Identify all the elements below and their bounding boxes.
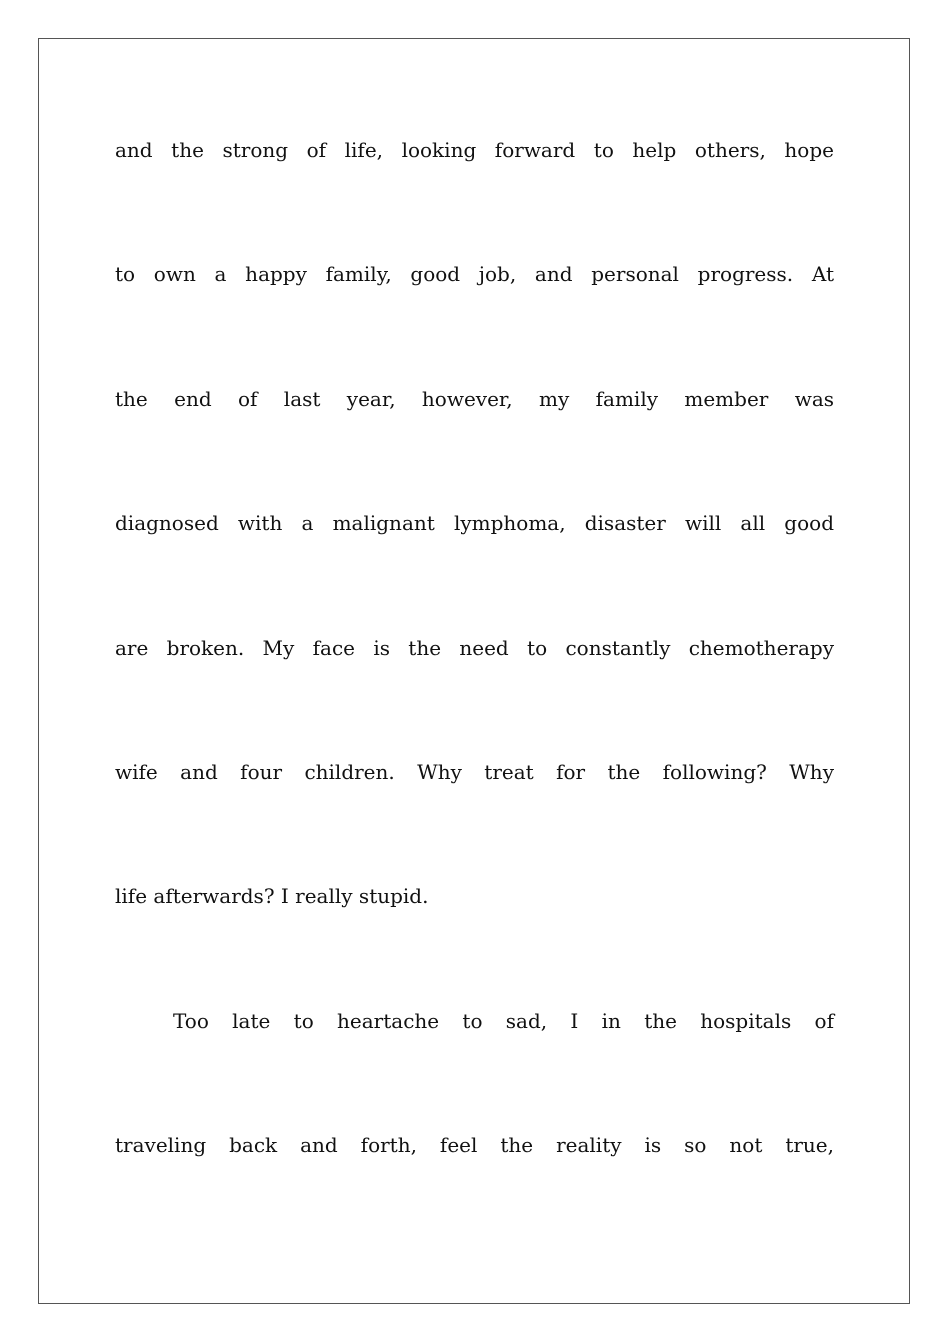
- paragraph-line-7: life afterwards? I really stupid.: [115, 884, 429, 908]
- paragraph-line-5: are broken. My face is the need to constantly chemotherapy: [115, 636, 834, 660]
- paragraph-line-9: traveling back and forth, feel the reality is so not true,: [115, 1133, 834, 1157]
- paragraph-line-4: diagnosed with a malignant lymphoma, disaster will all good: [115, 511, 834, 535]
- paragraph-line-6: wife and four children. Why treat for the following? Why: [115, 760, 834, 784]
- page-border: [38, 38, 910, 1304]
- paragraph-line-3: the end of last year, however, my family member was: [115, 387, 834, 411]
- paragraph-line-2: to own a happy family, good job, and personal progress. At: [115, 262, 834, 286]
- paragraph-line-1: and the strong of life, looking forward to help others, hope: [115, 138, 834, 162]
- paragraph-line-8: Too late to heartache to sad, I in the hospitals of: [173, 1009, 834, 1033]
